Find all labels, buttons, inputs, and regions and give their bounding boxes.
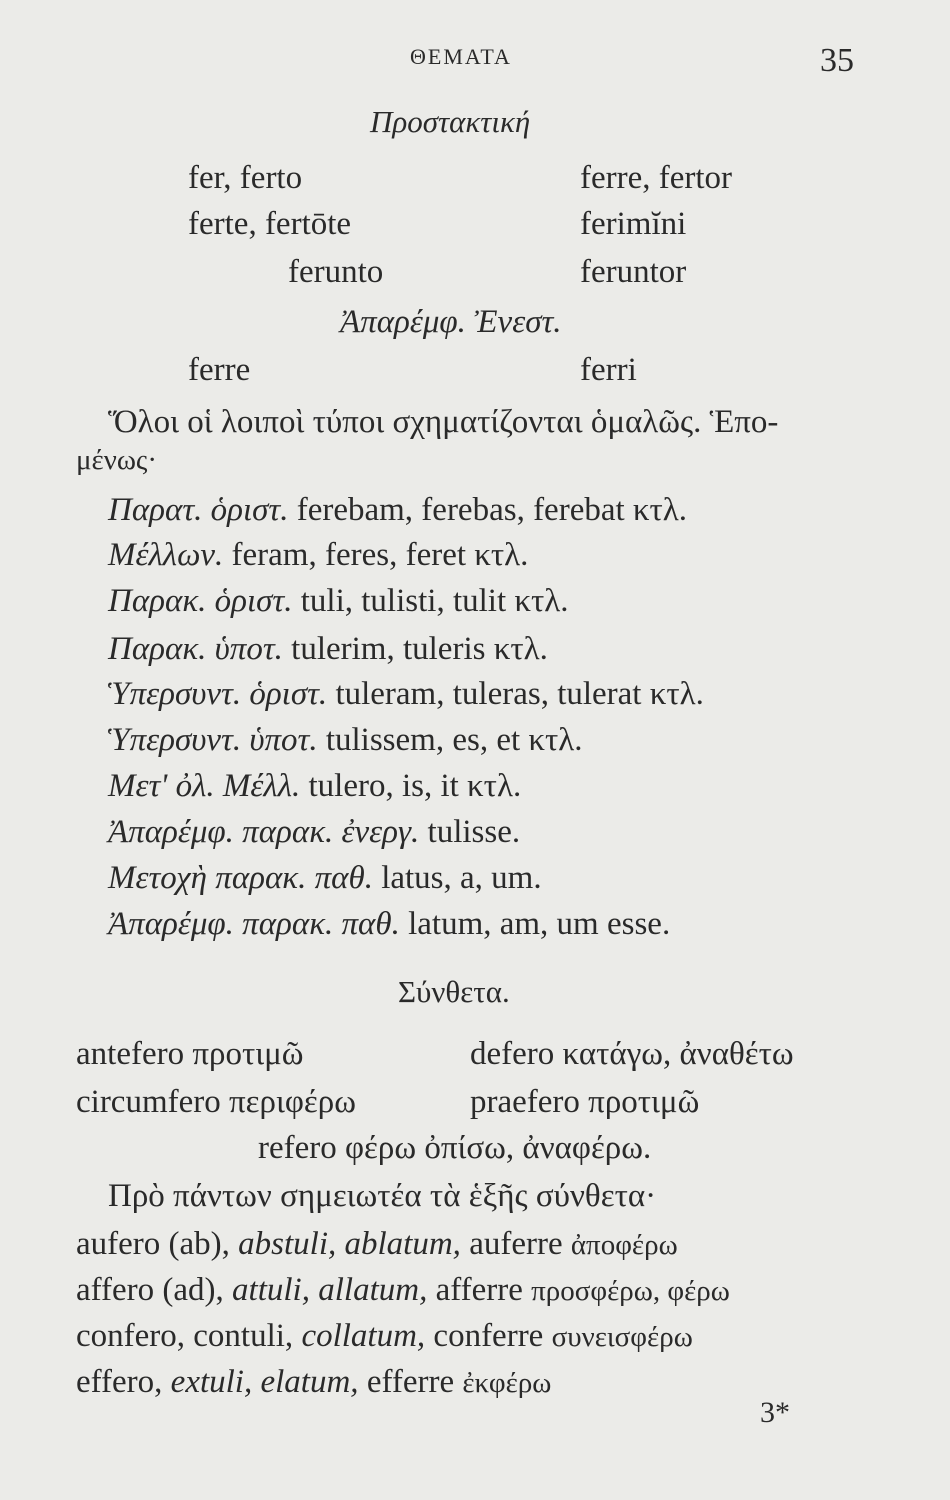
form-text: tulisse. — [427, 814, 521, 850]
compound-entry — [76, 1362, 551, 1403]
compounds-note: Πρὸ πάντων σημειωτέα τὰ ἑξῆς σύνθετα· — [108, 1178, 657, 1214]
form-line — [108, 812, 520, 852]
form-text: tuli, tulisti, tulit κτλ. — [300, 583, 569, 619]
form-label: Μετοχὴ παρακ. παθ. — [108, 860, 373, 896]
supine: ablatum, — [344, 1226, 461, 1262]
form-line — [108, 490, 687, 530]
compound-right: defero κατάγω, ἀναθέτω — [470, 1036, 794, 1072]
form-line — [108, 858, 542, 898]
imperative-active: ferunto — [288, 254, 384, 290]
lemma: affero (ad), — [76, 1272, 224, 1308]
form-text: tuleram, tuleras, tulerat κτλ. — [335, 676, 704, 712]
form-label: Ὑπερσυντ. ὑποτ. — [108, 722, 318, 758]
infinitive-heading: Ἀπαρέμφ. Ἐνεστ. — [340, 304, 562, 340]
form-line — [108, 720, 583, 760]
perfect: abstuli, — [238, 1226, 337, 1262]
form-text: latum, am, um esse. — [408, 906, 671, 942]
supine: collatum, — [301, 1318, 426, 1354]
compound-right: praefero προτιμῶ — [470, 1084, 700, 1120]
infinitive: conferre — [433, 1318, 544, 1354]
imperative-active: fer, ferto — [188, 160, 303, 196]
form-text: tulero, is, it κτλ. — [308, 768, 522, 804]
lemma: confero, — [76, 1318, 186, 1354]
form-label: Μέλλων. — [108, 537, 224, 573]
perfect: contuli, — [193, 1318, 294, 1354]
lemma: effero, — [76, 1364, 163, 1400]
compound-entry — [76, 1224, 678, 1265]
form-label: Παρακ. ὑποτ. — [108, 631, 283, 667]
form-text: tulissem, es, et κτλ. — [325, 722, 583, 758]
compound-entry — [76, 1270, 730, 1311]
running-head: ΘΕΜΑΤΑ — [410, 44, 512, 69]
imperative-heading: Προστακτική — [370, 104, 531, 139]
form-label: Ἀπαρέμφ. παρακ. ἐνεργ. — [108, 814, 420, 850]
form-label: Παρατ. ὁριστ. — [108, 492, 289, 528]
compound-left: circumfero περιφέρω — [76, 1084, 356, 1120]
gloss: προσφέρω, φέρω — [531, 1275, 730, 1307]
imperative-passive: feruntor — [580, 254, 687, 290]
compound-entry — [76, 1316, 693, 1357]
infinitive: efferre — [366, 1364, 455, 1400]
infinitive-passive: ferri — [580, 352, 637, 388]
form-label: Ὑπερσυντ. ὁριστ. — [108, 676, 328, 712]
form-text: latus, a, um. — [381, 860, 542, 896]
form-text: tulerim, tuleris κτλ. — [291, 631, 548, 667]
infinitive: auferre — [469, 1226, 563, 1262]
form-line — [108, 766, 521, 806]
form-line — [108, 629, 548, 669]
compound-centered: refero φέρω ὀπίσω, ἀναφέρω. — [258, 1130, 652, 1166]
perfect: attuli, — [232, 1272, 310, 1308]
regular-note-line: μένως· — [76, 444, 158, 476]
imperative-passive: ferre, fertor — [580, 160, 733, 196]
supine: elatum, — [260, 1364, 359, 1400]
signature-mark: 3* — [760, 1396, 790, 1429]
gloss: συνεισφέρω — [551, 1321, 693, 1353]
form-line — [108, 581, 569, 621]
supine: allatum, — [318, 1272, 428, 1308]
perfect: extuli, — [170, 1364, 253, 1400]
imperative-active: ferte, fertōte — [188, 206, 352, 242]
form-line — [108, 904, 670, 944]
lemma: aufero (ab), — [76, 1226, 230, 1262]
form-line — [108, 674, 704, 714]
imperative-passive: ferimĭni — [580, 206, 687, 242]
form-label: Μετ' ὀλ. Μέλλ. — [108, 768, 301, 804]
form-text: ferebam, ferebas, ferebat κτλ. — [296, 492, 688, 528]
compound-left: antefero προτιμῶ — [76, 1036, 304, 1072]
form-text: feram, feres, feret κτλ. — [231, 537, 529, 573]
gloss: ἀποφέρω — [570, 1229, 678, 1261]
infinitive: afferre — [435, 1272, 523, 1308]
page-number: 35 — [820, 42, 854, 79]
form-label: Παρακ. ὁριστ. — [108, 583, 293, 619]
infinitive-active: ferre — [188, 352, 251, 388]
regular-note-line: Ὅλοι οἱ λοιποὶ τύποι σχηματίζονται ὁμαλῶς. Ἑπο- — [108, 404, 779, 440]
compounds-heading: Σύνθετα. — [398, 974, 510, 1009]
form-label: Ἀπαρέμφ. παρακ. παθ. — [108, 906, 400, 942]
gloss: ἐκφέρω — [462, 1367, 552, 1399]
form-line — [108, 535, 528, 575]
